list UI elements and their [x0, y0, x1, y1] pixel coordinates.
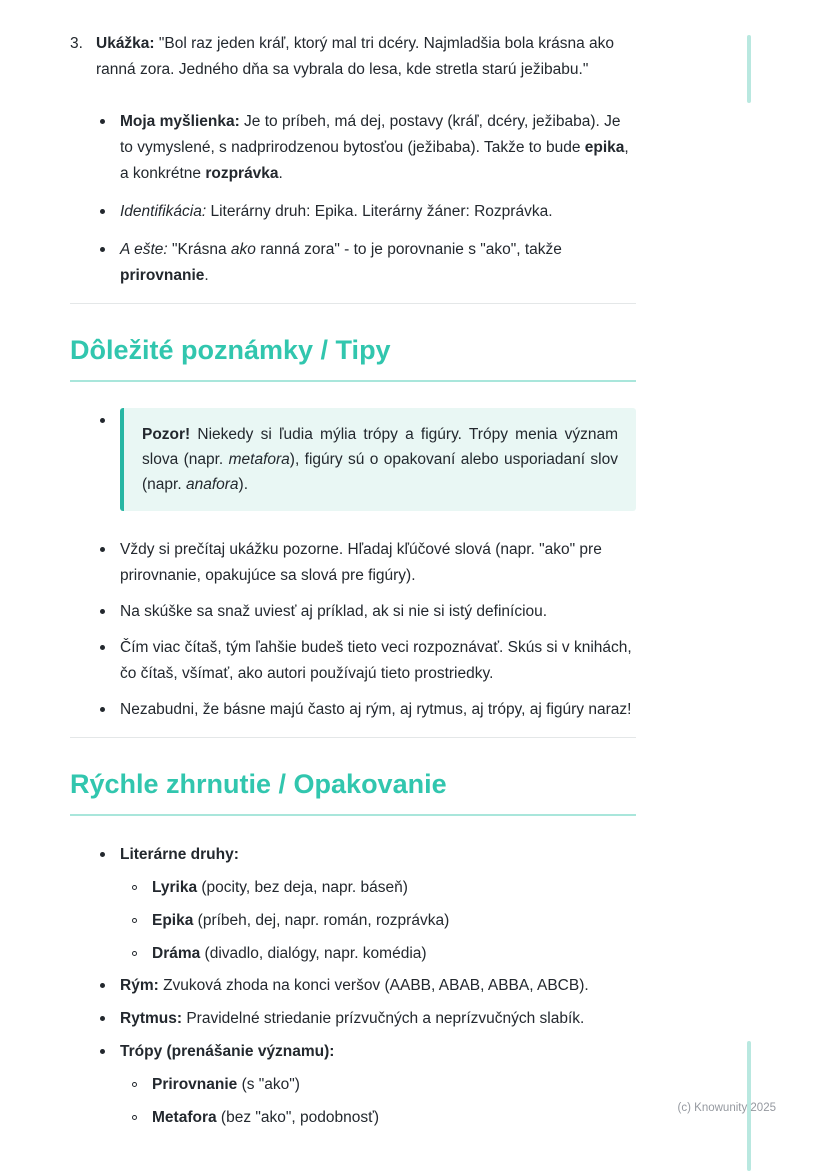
- list-item: [100, 109, 636, 187]
- list-item-text: Metafora (bez "ako", podobnosť): [152, 1109, 380, 1126]
- list-item: [100, 1039, 636, 1065]
- list-item-text: Prirovnanie (s "ako"): [152, 1076, 300, 1093]
- callout-box: [120, 408, 636, 511]
- nested-list-item: [132, 1105, 636, 1131]
- list-item-text: Identifikácia: Literárny druh: Epika. Literárny žáner: Rozprávka.: [120, 203, 553, 220]
- list-item-text: Moja myšlienka: Je to príbeh, má dej, postavy (kráľ, dcéry, ježibaba). Je to vymyslené, s nadprirodzenou bytosťou (ježibaba). Takže to bude epika, a konkrétne rozprávka.: [120, 113, 629, 182]
- circle-icon: [132, 908, 152, 934]
- list-item: [100, 842, 636, 868]
- nested-list: [132, 1072, 636, 1131]
- list-item-text: Epika (príbeh, dej, napr. román, rozprávka): [152, 912, 450, 929]
- nested-list-item: [132, 1072, 636, 1098]
- bullet-icon: [100, 237, 120, 289]
- footer-credit: (c) Knowunity 2025: [677, 1102, 776, 1114]
- page-edge-accent-top: [747, 35, 751, 103]
- section-title-summary: Rýchle zhrnutie / Opakovanie: [70, 768, 636, 816]
- list-item: [100, 697, 636, 723]
- section-divider: [70, 303, 636, 304]
- list-item-text: Nezabudni, že básne majú často aj rým, aj rytmus, aj trópy, aj figúry naraz!: [120, 701, 632, 718]
- list-item-text: Rytmus: Pravidelné striedanie prízvučných a neprízvučných slabík.: [120, 1010, 585, 1027]
- list-item: [100, 635, 636, 687]
- list-item-text: Trópy (prenášanie významu):: [120, 1043, 335, 1060]
- list-item: [100, 973, 636, 999]
- bullet-icon: [100, 697, 120, 723]
- list-item-text: Lyrika (pocity, bez deja, napr. báseň): [152, 879, 408, 896]
- bullet-icon: [100, 842, 120, 868]
- bullet-icon: [100, 199, 120, 225]
- list-item-text: Literárne druhy:: [120, 846, 239, 863]
- bullet-icon: [100, 635, 120, 687]
- list-item-text: A ešte: "Krásna ako ranná zora" - to je porovnanie s "ako", takže prirovnanie.: [120, 241, 562, 284]
- bullet-icon: [100, 109, 120, 187]
- list-item: [100, 199, 636, 225]
- bullet-icon: [100, 973, 120, 999]
- nested-list-item: [132, 908, 636, 934]
- list-item: [100, 237, 636, 289]
- list-item-text: Čím viac čítaš, tým ľahšie budeš tieto veci rozpoznávať. Skús si v knihách, čo čítaš, všímať, ako autori používajú tieto prostriedky.: [120, 639, 632, 682]
- nested-list: [132, 875, 636, 967]
- list-item-text: Dráma (divadlo, dialógy, napr. komédia): [152, 945, 427, 962]
- section-title-notes: Dôležité poznámky / Tipy: [70, 334, 636, 382]
- list-item-text: Rým: Zvuková zhoda na konci veršov (AABB, ABAB, ABBA, ABCB).: [120, 977, 589, 994]
- list-item: [100, 599, 636, 625]
- nested-list-item: [132, 875, 636, 901]
- list-item-text: Vždy si prečítaj ukážku pozorne. Hľadaj kľúčové slová (napr. "ako" pre prirovnanie, opakujúce sa slová pre figúry).: [120, 541, 602, 584]
- bullet-icon: [100, 537, 120, 589]
- circle-icon: [132, 875, 152, 901]
- nested-list-item: [132, 941, 636, 967]
- section-divider: [70, 737, 636, 738]
- bullet-icon: [100, 1039, 120, 1065]
- circle-icon: [132, 1105, 152, 1131]
- bullet-icon: [100, 599, 120, 625]
- document-content: [70, 31, 636, 1137]
- list-item-text: Na skúške sa snaž uviesť aj príklad, ak si nie si istý definíciou.: [120, 603, 548, 620]
- callout-list-item: [100, 408, 636, 511]
- circle-icon: [132, 1072, 152, 1098]
- bullet-icon: [100, 408, 120, 511]
- warning-callout-text: Pozor! Niekedy si ľudia mýlia trópy a figúry. Trópy menia význam slova (napr. metafora), figúry sú o opakovaní alebo usporiadaní slov (napr. anafora).: [142, 426, 618, 493]
- list-item: [100, 537, 636, 589]
- list-number: 3.: [70, 35, 83, 52]
- list-item: [100, 1006, 636, 1032]
- example-text: Ukážka: "Bol raz jeden kráľ, ktorý mal tri dcéry. Najmladšia bola krásna ako ranná zora. Jedného dňa sa vybrala do lesa, kde stretla starú ježibabu.": [96, 35, 615, 78]
- bullet-icon: [100, 1006, 120, 1032]
- numbered-list-item: [70, 31, 636, 83]
- circle-icon: [132, 941, 152, 967]
